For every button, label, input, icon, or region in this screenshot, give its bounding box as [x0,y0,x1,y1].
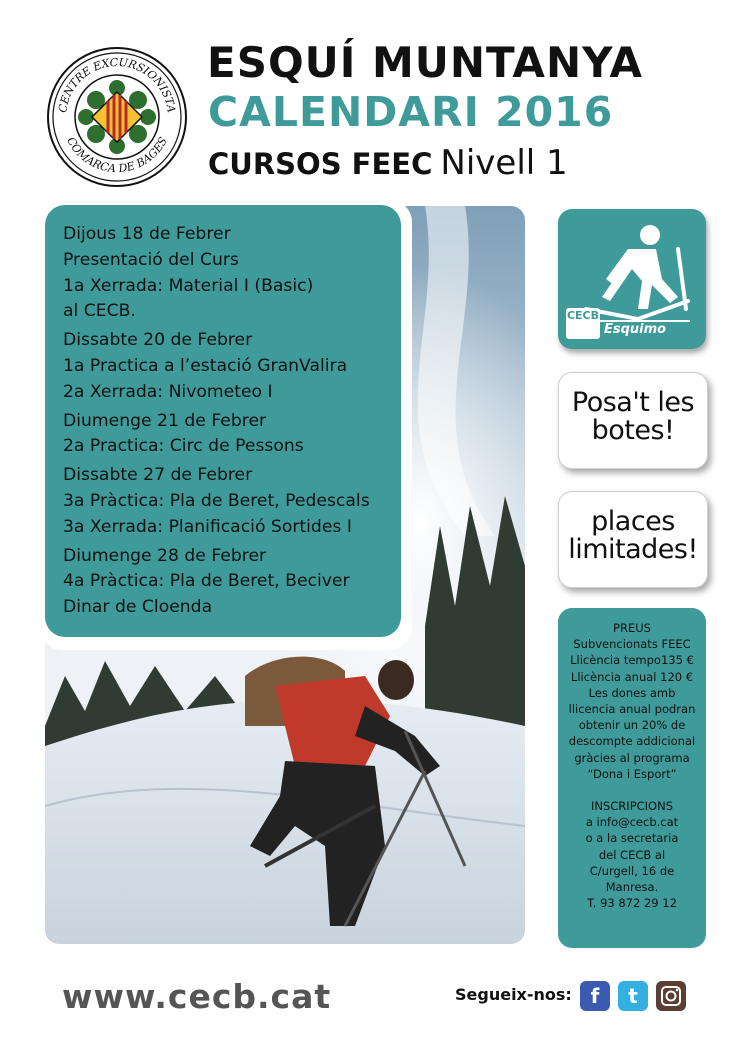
schedule-line: 1a Xerrada: Material I (Basic) [63,275,314,296]
schedule-line: 2a Practica: Circ de Pessons [63,436,304,457]
price-line: Llicència anual 120 € [570,669,694,684]
schedule-group [63,222,383,325]
instagram-icon[interactable] [656,981,686,1011]
website-link[interactable]: www.cecb.cat [62,977,332,1016]
seal-text-top: CENTRE EXCURSIONISTA [56,55,178,114]
title-esqui-muntanya: ESQUÍ MUNTANYA [207,38,643,87]
price-line: obtenir un 20% de [578,718,686,733]
schedule-group [63,544,383,621]
price-line: Subvencionats FEEC [573,637,691,652]
inscription-line: INSCRIPCIONS [590,799,674,814]
price-line: gràcies al programa [574,750,690,765]
schedule-line: Dijous 18 de Febrer [63,224,231,244]
slogan-text: places limitades! [568,506,698,566]
schedule-line: 2a Xerrada: Nivometeo I [63,381,273,402]
schedule-line: 1a Practica a l’estació GranValira [63,355,348,376]
spacer [558,782,706,798]
slogan-text: Posa't les botes! [571,387,695,447]
schedule-line: 3a Xerrada: Planificació Sortides I [63,516,352,537]
schedule-line: Diumenge 21 de Febrer [63,410,267,431]
schedule-line: 3a Pràctica: Pla de Beret, Pedescals [63,490,370,511]
esquimo-label: Esquimo [604,322,667,337]
slogan-posat-les-botes [558,372,708,469]
price-line: PREUS [613,621,651,635]
title-calendari: CALENDARI 2016 [208,88,614,136]
inscription-line: T. 93 872 29 12 [587,896,677,911]
schedule-group [63,409,383,461]
price-line: descompte addicional [568,734,696,749]
inscription-line: a info@cecb.cat [585,815,679,830]
inscription-line: Manresa. [605,880,659,895]
title-nivell: Nivell 1 [440,143,568,183]
cecb-mini-logo: CECB [566,308,600,339]
title-cursos-feec: CURSOS FEEC [208,147,433,181]
price-line: Les dones amb [588,685,676,700]
schedule-group [63,328,383,405]
schedule-line: Dinar de Cloenda [63,597,213,618]
schedule-line: Presentació del Curs [63,249,239,270]
schedule-box [45,205,401,637]
twitter-icon[interactable]: t [618,981,648,1011]
seal-text-bottom: COMARCA DE BAGES [64,134,170,176]
facebook-icon[interactable]: f [580,981,610,1011]
inscription-line: o a la secretaria [585,831,679,846]
club-seal-logo [46,46,188,188]
schedule-line: al CECB. [63,301,136,322]
schedule-line: Dissabte 27 de Febrer [63,465,253,486]
schedule-group [63,463,383,540]
price-line: “Dona i Esport” [587,766,677,781]
title-cursos [208,143,568,183]
inscription-line: C/urgell, 16 de [589,863,675,878]
slogan-places-limitades [558,491,708,588]
prices-box [558,608,706,948]
inscription-line: del CECB al [598,847,666,862]
price-line: Llicència tempo135 € [570,653,694,668]
schedule-line: Dissabte 20 de Febrer [63,330,253,351]
schedule-line: 4a Pràctica: Pla de Beret, Beciver [63,571,350,592]
follow-us-label: Segueix-nos: [455,985,572,1004]
schedule-line: Diumenge 28 de Febrer [63,545,267,566]
price-line: llicencia anual podran [568,702,696,717]
